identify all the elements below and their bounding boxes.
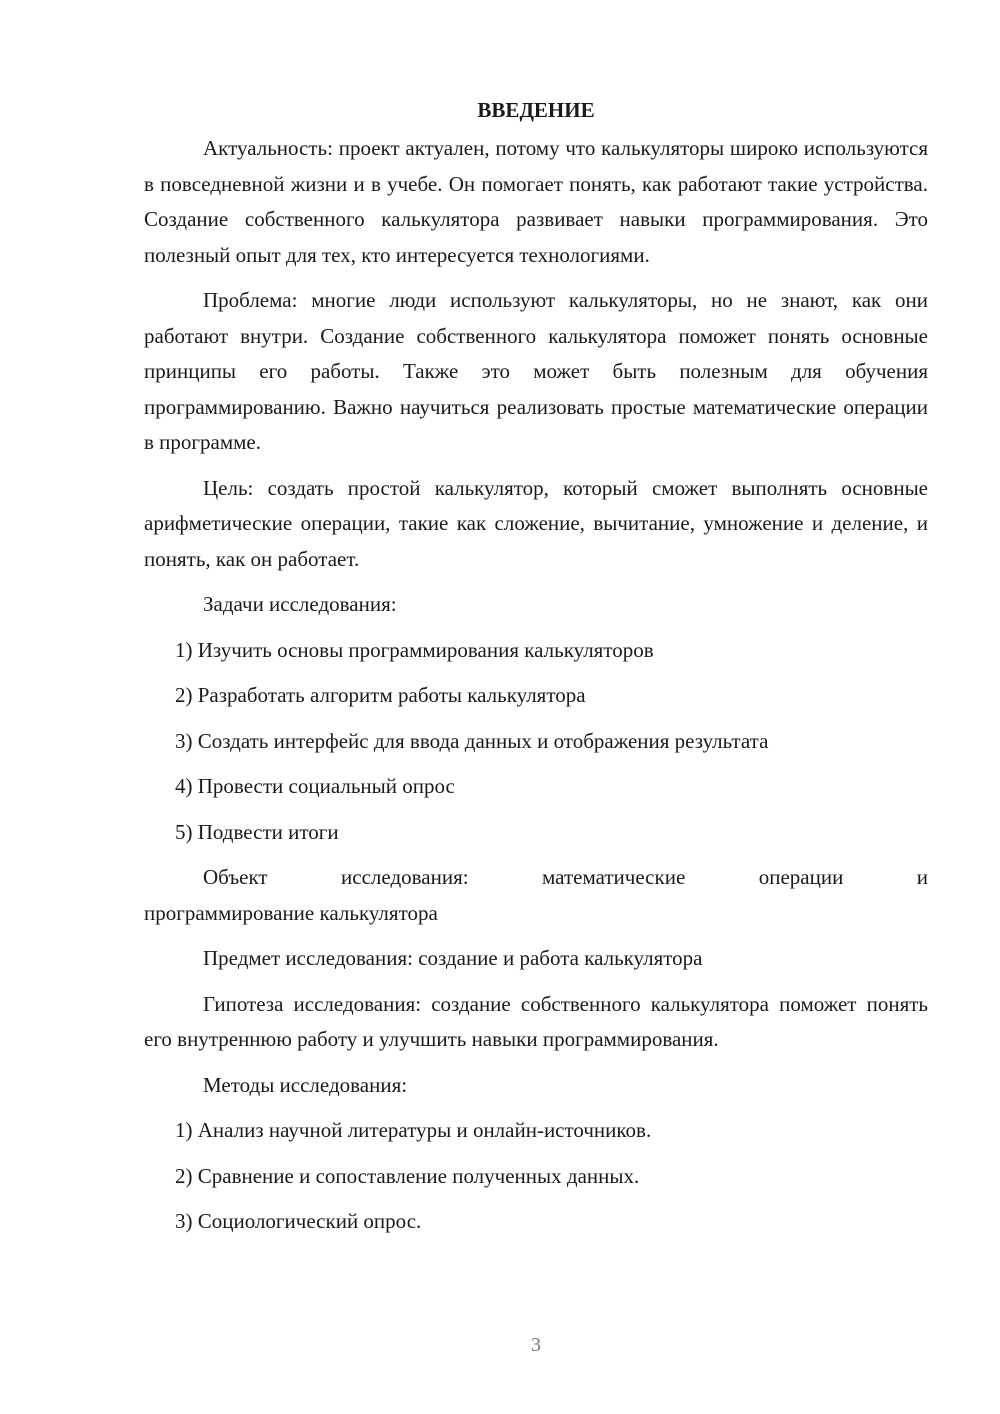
list-item: 5) Подвести итоги (175, 819, 339, 844)
list-item: 3) Социологический опрос. (175, 1209, 422, 1233)
subject-paragraph: Предмет исследования: создание и работа калькулятора (203, 946, 703, 970)
methods-heading: Методы исследования: (203, 1072, 408, 1097)
document-page (144, 92, 928, 1250)
list-item: 2) Сравнение и сопоставление полученных данных. (175, 1163, 640, 1188)
object-line-2: программирование калькулятора (144, 900, 438, 925)
object-paragraph (144, 860, 928, 931)
page-title: ВВЕДЕНИЕ (477, 98, 595, 122)
goal-paragraph: Цель: создать простой калькулятор, который сможет выполнять основные арифметические операции, такие как сложение, вычитание, умножение и деление, и понять, как он работает. (144, 475, 928, 571)
tasks-list (144, 633, 928, 851)
problem-paragraph: Проблема: многие люди используют калькуляторы, но не знают, как они работают внутри. Создание собственного калькулятора поможет понять основные принципы его работы. Также это может быть полезным для обучения программированию. Важно научиться реализовать простые математические операции в программе. (144, 288, 928, 454)
page-number: 3 (531, 1334, 541, 1356)
list-item: 1) Анализ научной литературы и онлайн-источников. (175, 1118, 652, 1142)
hypothesis-paragraph: Гипотеза исследования: создание собственного калькулятора поможет понять его внутреннюю работу и улучшить навыки программирования. (144, 991, 928, 1051)
object-line-1: Объект исследования: математические операции и (203, 865, 928, 889)
list-item: 1) Изучить основы программирования калькуляторов (175, 637, 654, 662)
methods-list (144, 1113, 928, 1240)
relevance-paragraph: Актуальность: проект актуален, потому что калькуляторы широко используются в повседневной жизни и в учебе. Он помогает понять, как работают такие устройства. Создание собственного калькулятора развивает навыки программирования. Это полезный опыт для тех, кто интересуется технологиями. (144, 136, 928, 267)
list-item: 3) Создать интерфейс для ввода данных и отображения результата (175, 728, 769, 753)
list-item: 2) Разработать алгоритм работы калькулятора (175, 683, 586, 707)
list-item: 4) Провести социальный опрос (175, 774, 455, 798)
tasks-heading: Задачи исследования: (203, 592, 397, 616)
